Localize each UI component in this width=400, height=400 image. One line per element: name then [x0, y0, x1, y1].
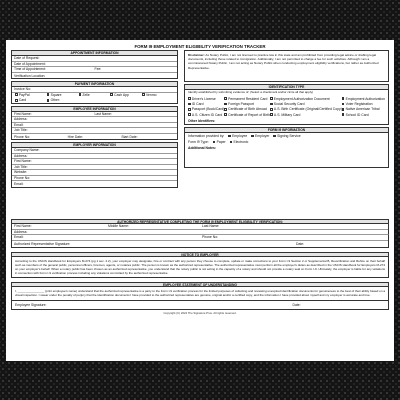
employer-phone-field[interactable]: Phone No: — [12, 176, 177, 182]
id-option[interactable]: Permanent Resident Card — [224, 97, 270, 101]
checkbox-icon — [224, 108, 227, 111]
checkbox-icon — [230, 141, 233, 144]
time-of-appointment-field[interactable]: Time of Appointment: — [14, 67, 46, 72]
payment-option[interactable]: Card — [15, 98, 47, 102]
checkbox-icon — [342, 113, 345, 116]
employee-date-field[interactable]: Date: — [292, 302, 301, 307]
statement-header: EMPLOYEE STATEMENT OF UNDERSTANDING — [11, 282, 389, 287]
employer-website-field[interactable]: Website: — [12, 170, 177, 176]
checkbox-icon — [142, 93, 145, 96]
date-of-request-field[interactable]: Date of Request: — [12, 56, 177, 62]
id-option[interactable]: Voter Registration — [342, 102, 385, 106]
employer-header: EMPLOYER INFORMATION — [12, 143, 177, 148]
employee-header: EMPLOYEE INFORMATION — [12, 107, 177, 112]
payment-section — [11, 81, 178, 104]
hire-date-field[interactable]: Hire Date: — [67, 134, 83, 139]
rep-address-field[interactable]: Address: — [11, 230, 389, 236]
id-option[interactable]: Employment Authorization — [342, 97, 385, 101]
provided-by-option[interactable]: Employee — [228, 134, 247, 138]
checkbox-icon — [342, 97, 345, 100]
id-option[interactable]: U.S. Military Card — [270, 113, 342, 117]
identification-section — [184, 84, 389, 125]
fee-field[interactable]: Fee: — [94, 67, 102, 72]
i9-tracker-form — [6, 40, 394, 361]
verification-location-field[interactable]: Verification Location: — [14, 73, 46, 78]
appointment-section — [11, 50, 178, 79]
employee-first-name-field[interactable]: First Name: — [14, 111, 32, 116]
employer-section — [11, 142, 178, 188]
payment-option[interactable]: Venmo — [142, 93, 174, 97]
checkbox-icon — [228, 135, 231, 138]
payment-option[interactable]: PayPal — [15, 93, 47, 97]
rep-last-name-field[interactable]: Last Name: — [200, 224, 294, 230]
checkbox-icon — [47, 99, 50, 102]
checkbox-icon — [47, 93, 50, 96]
employer-job-title-field[interactable]: Job Title: — [12, 165, 177, 171]
checkbox-icon — [270, 103, 273, 106]
checkbox-icon — [79, 93, 82, 96]
checkbox-icon — [188, 108, 191, 111]
right-column — [184, 50, 389, 215]
rep-email-field[interactable]: Email: — [12, 235, 200, 241]
disclaimer-label: Disclaimer: — [188, 53, 205, 57]
date-of-appointment-field[interactable]: Date of Appointment: — [12, 62, 177, 68]
other-identifiers-field[interactable]: Other Identifiers: — [188, 118, 216, 123]
authorized-rep-header: AUTHORIZED REPRESENTATIVE COMPLETING THE FORM I9 EMPLOYMENT ELIGIBILITY VERIFICATION: — [11, 219, 389, 224]
id-option[interactable]: Certificate of Birth Abroad — [224, 107, 270, 111]
top-section — [11, 50, 389, 215]
payment-option[interactable]: Zelle — [79, 93, 111, 97]
disclaimer-box — [184, 50, 389, 82]
payment-header: PAYMENT INFORMATION — [12, 82, 177, 87]
notice-text: According to the USCIS Handbook for Employers M-274 (pg 1 sec. 2.2), your employer may designate, hire or contract with any person they choose to complete, update or make corrections to your Form I-9 Section 2 or Supplemental B, Reverification and Rehire on their behalf such as members of the general public, personnel officers, foremen, agents, or notaries public. The person is known as the authorized representative. The authorized representative must perform all the employer's duties as described in the USCIS Handbook for Employers M-274 on your employer's behalf. When a notary public has been chosen as an authorized representative, you understand that the notary public is not acting in the capacity of a notary and should not provide a notary seal on Form I-9. Ultimately, the employer is liable for any violations in connection with Form I-9 verification process including any violations committed by the authorized representative. — [11, 257, 389, 279]
identification-instruction: Identify established by submitting evidence of: (Select a checkmark and/or circle all that apply) — [188, 90, 314, 94]
checkbox-icon — [342, 108, 345, 111]
payment-option[interactable]: Other: — [47, 98, 79, 102]
employee-dates-row — [12, 134, 177, 140]
employee-phone-field[interactable]: Phone No: — [14, 134, 31, 139]
provided-by-option[interactable]: Signing Service — [273, 134, 300, 138]
employer-address-field[interactable]: Address: — [12, 154, 177, 160]
disclaimer-text: As Notary Public, I am not licensed to practice law in this state and am prohibited from providing legal advice or drafting legal documents, including those related to immigration. Additionally, I am not permitted to charge a fee for such activities. Although I am a commissioned Notary Public, I am not acting as Notary Public when conducting employment eligibility verifications, but rather as Authorized Representative. — [188, 53, 379, 70]
form-i9-info-header: FORM I9 INFORMATION — [185, 128, 388, 133]
rep-signature-row — [11, 241, 389, 248]
rep-date-field[interactable]: Date: — [296, 242, 305, 247]
checkbox-icon — [251, 135, 254, 138]
checkbox-icon — [224, 113, 227, 116]
checkbox-icon — [270, 97, 273, 100]
id-option[interactable]: U.S. Citizen ID Card — [188, 113, 224, 117]
employee-job-title-field[interactable]: Job Title: — [12, 128, 177, 134]
id-option[interactable]: School ID Card — [342, 113, 385, 117]
form-i9-info-section — [184, 127, 389, 168]
id-option[interactable]: Employment Authorization Document — [270, 97, 342, 101]
identification-options — [185, 96, 388, 118]
company-name-field[interactable]: Company Name: — [12, 148, 177, 154]
information-provided-row: Information provided by: Employee Employer Signing Service — [188, 133, 301, 138]
checkbox-icon — [342, 103, 345, 106]
appointment-header: APPOINTMENT INFORMATION — [12, 51, 177, 56]
id-option[interactable]: ID Card — [188, 102, 224, 106]
id-option[interactable]: U.S. Birth Certificate (Original/Certified Copy) — [270, 107, 342, 111]
rep-signature-field[interactable]: Authorized Representative Signature: — [14, 242, 71, 247]
employer-first-name-field[interactable]: First Name: — [12, 159, 177, 165]
identification-header: IDENTIFICATION TYPE — [185, 85, 388, 90]
employee-signature-field[interactable]: Employee Signature: — [15, 302, 47, 307]
employee-last-name-field[interactable]: Last Name: — [94, 111, 112, 116]
copyright-footer: Copyright (C) 2024 The Signature Pros. All rights reserved. — [163, 310, 237, 315]
id-option[interactable]: Certificate of Report of Birth — [224, 113, 270, 117]
checkbox-icon — [213, 141, 216, 144]
employer-email-field[interactable]: Email: — [14, 182, 24, 187]
payment-methods — [12, 93, 177, 103]
id-option[interactable]: Native American Tribal — [342, 107, 385, 111]
id-option[interactable]: Foreign Passport — [224, 102, 270, 106]
payment-option[interactable]: Cash App — [110, 93, 142, 97]
checkbox-icon — [270, 113, 273, 116]
rep-middle-name-field[interactable]: Middle Name: — [106, 224, 200, 230]
id-option[interactable]: Driver's License — [188, 97, 224, 101]
employee-section — [11, 106, 178, 141]
authorized-rep-name-row — [11, 224, 389, 230]
employee-signature-row — [11, 301, 389, 310]
employee-address-field[interactable]: Address: — [12, 117, 177, 123]
start-date-field[interactable]: Start Date: — [121, 134, 138, 139]
checkbox-icon — [188, 113, 191, 116]
form-type-option[interactable]: Electronic — [230, 140, 249, 144]
rep-phone-field[interactable]: Phone No: — [200, 235, 388, 241]
checkbox-icon — [15, 93, 18, 96]
left-column — [11, 50, 178, 215]
checkbox-icon — [188, 103, 191, 106]
form-type-option[interactable]: Paper — [213, 140, 226, 144]
form-type-row: Form I9 Type: Paper Electronic — [188, 139, 249, 144]
id-option[interactable]: Passport (Book/Card) — [188, 107, 224, 111]
checkbox-icon — [270, 108, 273, 111]
rep-name-spacer — [294, 224, 388, 230]
payment-option[interactable]: Square — [47, 93, 79, 97]
form-title: FORM I9 EMPLOYMENT ELIGIBILITY VERIFICATION TRACKER — [134, 44, 266, 49]
checkbox-icon — [15, 99, 18, 102]
checkbox-icon — [273, 135, 276, 138]
notice-header: NOTICE TO EMPLOYER — [11, 252, 389, 257]
employee-email-field[interactable]: Email: — [12, 123, 177, 129]
checkbox-icon — [224, 97, 227, 100]
checkbox-icon — [224, 103, 227, 106]
additional-notes-field[interactable]: Additional Notes: — [188, 145, 217, 150]
provided-by-option[interactable]: Employer — [251, 134, 269, 138]
checkbox-icon — [110, 93, 113, 96]
checkbox-icon — [188, 97, 191, 100]
statement-text: I, ________________ (print employee's name) understand that the authorized representative is a party to the Form I-9 verification process for the limited purposes of collecting and reviewing unexpired identification documents for genuineness to the best of their ability based on a visual inspection. I swear under the penalty of perjury that the identification documents I have provided to the authorized representative are genuine, original and/or a certified copy, and the information I have provided about myself and my employer is accurate and true. — [11, 287, 389, 300]
id-option[interactable]: Social Security Card — [270, 102, 342, 106]
rep-first-name-field[interactable]: First Name: — [12, 224, 106, 230]
invoice-field[interactable]: Invoice No: — [12, 87, 177, 93]
